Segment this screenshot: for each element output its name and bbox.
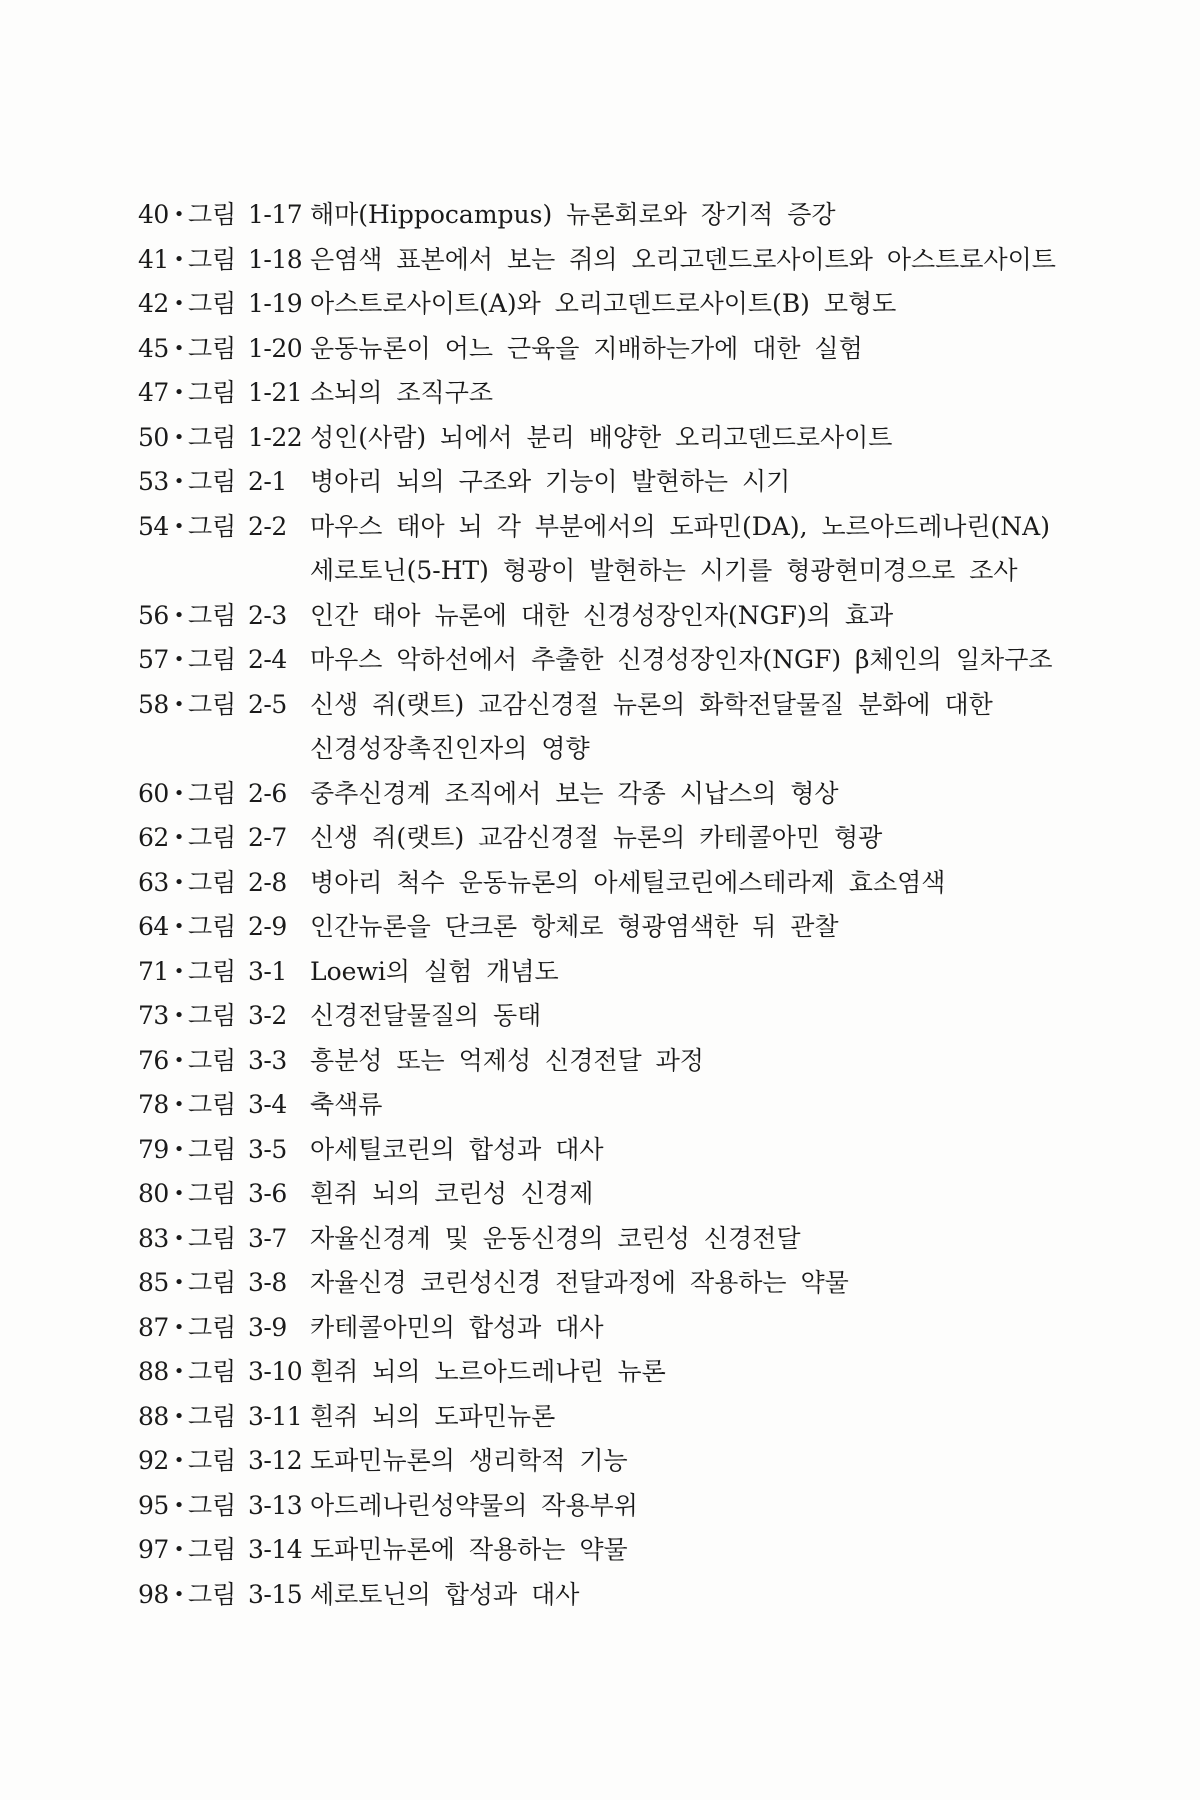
figure-label: 그림 xyxy=(188,1134,237,1164)
figure-page-number: 79 xyxy=(138,1134,169,1164)
figure-label: 그림 xyxy=(188,1179,237,1208)
figure-title xyxy=(310,327,1148,372)
figure-title-text: 성인(사람) 뇌에서 분리 배양한 오리고덴드로사이트 xyxy=(310,422,893,452)
bullet-dot: • xyxy=(173,471,185,492)
bullet-dot: • xyxy=(173,382,185,403)
figure-number: 3-8 xyxy=(248,1268,287,1297)
figure-title xyxy=(310,1128,1148,1173)
figure-number: 1-21 xyxy=(248,378,303,407)
figure-entry xyxy=(138,994,1148,1039)
figure-page-number: 92 xyxy=(138,1446,169,1475)
figure-title xyxy=(310,994,1148,1039)
bullet-dot: • xyxy=(173,782,185,804)
figure-label: 그림 xyxy=(188,244,237,274)
bullet-dot: • xyxy=(173,1450,185,1471)
bullet-dot: • xyxy=(173,515,185,537)
figure-list xyxy=(138,193,1148,1617)
figure-number: 3-15 xyxy=(248,1579,303,1609)
figure-number: 3-2 xyxy=(248,1001,287,1030)
figure-number: 1-22 xyxy=(248,422,303,452)
figure-title-text: 카테콜아민의 합성과 대사 xyxy=(310,1312,604,1342)
figure-page-number: 45 xyxy=(138,333,169,363)
figure-title xyxy=(310,238,1148,283)
figure-entry xyxy=(138,950,1148,995)
figure-page-number: 40 xyxy=(138,200,169,229)
figure-title xyxy=(310,772,1148,817)
figure-page-number: 63 xyxy=(138,867,169,897)
figure-number: 3-5 xyxy=(248,1134,287,1164)
figure-entry xyxy=(138,905,1148,950)
figure-title-text: 아드레나린성약물의 작용부위 xyxy=(310,1490,638,1520)
figure-title-continuation: 세로토닌(5-HT) 형광이 발현하는 시기를 형광현미경으로 조사 xyxy=(310,556,1018,585)
figure-entry xyxy=(138,1439,1148,1484)
figure-title-text: 병아리 척수 운동뉴론의 아세틸코린에스테라제 효소염색 xyxy=(310,867,946,897)
figure-entry xyxy=(138,371,1148,416)
figure-title xyxy=(310,505,1148,594)
figure-label: 그림 xyxy=(188,1401,237,1431)
bullet-dot: • xyxy=(173,827,185,848)
figure-number: 2-1 xyxy=(248,467,287,496)
figure-label: 그림 xyxy=(188,200,237,229)
figure-label: 그림 xyxy=(188,1312,237,1342)
bullet-dot: • xyxy=(173,1094,185,1115)
figure-number: 2-8 xyxy=(248,867,287,897)
figure-number: 3-14 xyxy=(248,1535,303,1564)
bullet-dot: • xyxy=(173,1049,185,1071)
figure-entry xyxy=(138,282,1148,327)
figure-number: 2-5 xyxy=(248,689,287,719)
figure-title-text: 인간 태아 뉴론에 대한 신경성장인자(NGF)의 효과 xyxy=(310,600,894,630)
figure-label: 그림 xyxy=(188,1223,237,1253)
figure-title xyxy=(310,594,1148,639)
figure-label: 그림 xyxy=(188,1090,237,1119)
figure-label: 그림 xyxy=(188,511,237,541)
figure-number: 3-3 xyxy=(248,1045,287,1075)
figure-title xyxy=(310,371,1148,416)
figure-label: 그림 xyxy=(188,289,237,318)
figure-page-number: 56 xyxy=(138,600,169,630)
figure-entry xyxy=(138,1039,1148,1084)
figure-entry xyxy=(138,1217,1148,1262)
figure-title-text: 병아리 뇌의 구조와 기능이 발현하는 시기 xyxy=(310,467,791,496)
figure-entry xyxy=(138,1172,1148,1217)
figure-label: 그림 xyxy=(188,778,237,808)
bullet-dot: • xyxy=(173,337,185,359)
figure-title-text: Loewi의 실험 개념도 xyxy=(310,956,559,986)
figure-entry xyxy=(138,238,1148,283)
figure-title-text: 소뇌의 조직구조 xyxy=(310,378,493,407)
figure-number: 2-2 xyxy=(248,511,287,541)
figure-number: 3-4 xyxy=(248,1090,287,1119)
bullet-dot: • xyxy=(173,604,185,626)
figure-label: 그림 xyxy=(188,956,237,986)
figure-title xyxy=(310,1039,1148,1084)
figure-number: 2-4 xyxy=(248,645,287,674)
figure-number: 1-19 xyxy=(248,289,303,318)
figure-title xyxy=(310,950,1148,995)
bullet-dot: • xyxy=(173,916,185,937)
bullet-dot: • xyxy=(173,871,185,893)
figure-title xyxy=(310,861,1148,906)
figure-title-text: 아스트로사이트(A)와 오리고덴드로사이트(B) 모형도 xyxy=(310,289,897,318)
figure-entry xyxy=(138,861,1148,906)
figure-label: 그림 xyxy=(188,823,237,852)
figure-page-number: 80 xyxy=(138,1179,169,1208)
figure-title xyxy=(310,1350,1148,1395)
figure-title-text: 세로토닌의 합성과 대사 xyxy=(310,1579,580,1609)
figure-title xyxy=(310,1083,1148,1128)
figure-page-number: 53 xyxy=(138,467,169,496)
figure-entry xyxy=(138,1573,1148,1618)
figure-label: 그림 xyxy=(188,867,237,897)
bullet-dot: • xyxy=(173,1005,185,1026)
figure-entry xyxy=(138,816,1148,861)
figure-title xyxy=(310,1172,1148,1217)
figure-entry xyxy=(138,460,1148,505)
figure-label: 그림 xyxy=(188,422,237,452)
figure-entry xyxy=(138,1261,1148,1306)
figure-label: 그림 xyxy=(188,1490,237,1520)
figure-number: 1-18 xyxy=(248,244,303,274)
figure-number: 3-11 xyxy=(248,1401,303,1431)
figure-entry xyxy=(138,1484,1148,1529)
figure-page-number: 60 xyxy=(138,778,169,808)
figure-label: 그림 xyxy=(188,1268,237,1297)
figure-number: 3-10 xyxy=(248,1357,303,1386)
figure-title-text: 흰쥐 뇌의 도파민뉴론 xyxy=(310,1401,556,1431)
figure-number: 3-1 xyxy=(248,956,287,986)
figure-label: 그림 xyxy=(188,1446,237,1475)
figure-entry xyxy=(138,772,1148,817)
figure-title-text: 흰쥐 뇌의 코린성 신경제 xyxy=(310,1179,594,1208)
figure-title-text: 중추신경계 조직에서 보는 각종 시납스의 형상 xyxy=(310,778,839,808)
figure-title-text: 신생 쥐(랫트) 교감신경절 뉴론의 화학전달물질 분화에 대한 xyxy=(310,689,993,719)
figure-page-number: 85 xyxy=(138,1268,169,1297)
figure-title xyxy=(310,1395,1148,1440)
figure-entry xyxy=(138,1128,1148,1173)
figure-title xyxy=(310,1306,1148,1351)
figure-page-number: 95 xyxy=(138,1490,169,1520)
figure-entry xyxy=(138,327,1148,372)
figure-number: 2-3 xyxy=(248,600,287,630)
figure-entry xyxy=(138,416,1148,461)
figure-label: 그림 xyxy=(188,1001,237,1030)
figure-number: 3-13 xyxy=(248,1490,303,1520)
bullet-dot: • xyxy=(173,693,185,715)
figure-title xyxy=(310,816,1148,861)
figure-title xyxy=(310,460,1148,505)
figure-number: 3-12 xyxy=(248,1446,303,1475)
figure-number: 3-9 xyxy=(248,1312,287,1342)
figure-number: 2-7 xyxy=(248,823,287,852)
figure-number: 3-7 xyxy=(248,1223,287,1253)
figure-page-number: 87 xyxy=(138,1312,169,1342)
figure-page-number: 42 xyxy=(138,289,169,318)
figure-title xyxy=(310,416,1148,461)
figure-title-text: 인간뉴론을 단크론 항체로 형광염색한 뒤 관찰 xyxy=(310,912,839,941)
figure-entry xyxy=(138,1306,1148,1351)
figure-title xyxy=(310,1573,1148,1618)
figure-page-number: 76 xyxy=(138,1045,169,1075)
bullet-dot: • xyxy=(173,1316,185,1338)
bullet-dot: • xyxy=(173,426,185,448)
figure-page-number: 88 xyxy=(138,1357,169,1386)
figure-title xyxy=(310,638,1148,683)
figure-title-text: 축색류 xyxy=(310,1090,383,1119)
figure-number: 2-9 xyxy=(248,912,287,941)
bullet-dot: • xyxy=(173,649,185,670)
bullet-dot: • xyxy=(173,1405,185,1427)
figure-page-number: 41 xyxy=(138,244,169,274)
figure-title-text: 마우스 태아 뇌 각 부분에서의 도파민(DA), 노르아드레나린(NA) xyxy=(310,511,1050,541)
figure-page-number: 98 xyxy=(138,1579,169,1609)
figure-label: 그림 xyxy=(188,333,237,363)
figure-title-text: 도파민뉴론에 작용하는 약물 xyxy=(310,1535,628,1564)
figure-entry xyxy=(138,1528,1148,1573)
figure-title-text: 해마(Hippocampus) 뉴론회로와 장기적 증강 xyxy=(310,200,836,229)
figure-label: 그림 xyxy=(188,645,237,674)
bullet-dot: • xyxy=(173,1361,185,1382)
figure-label: 그림 xyxy=(188,1045,237,1075)
figure-title-text: 흰쥐 뇌의 노르아드레나린 뉴론 xyxy=(310,1357,666,1386)
bullet-dot: • xyxy=(173,1539,185,1560)
figure-page-number: 88 xyxy=(138,1401,169,1431)
bullet-dot: • xyxy=(173,1138,185,1160)
figure-label: 그림 xyxy=(188,378,237,407)
figure-title-text: 신생 쥐(랫트) 교감신경절 뉴론의 카테콜아민 형광 xyxy=(310,823,883,852)
figure-title-text: 도파민뉴론의 생리학적 기능 xyxy=(310,1446,628,1475)
figure-label: 그림 xyxy=(188,467,237,496)
figure-page-number: 47 xyxy=(138,378,169,407)
figure-title-text: 은염색 표본에서 보는 쥐의 오리고덴드로사이트와 아스트로사이트 xyxy=(310,244,1056,274)
figure-page-number: 78 xyxy=(138,1090,169,1119)
figure-title-continuation: 신경성장촉진인자의 영향 xyxy=(310,734,590,763)
figure-entry xyxy=(138,193,1148,238)
figure-page-number: 64 xyxy=(138,912,169,941)
figure-title-text: 마우스 악하선에서 추출한 신경성장인자(NGF) β체인의 일차구조 xyxy=(310,645,1053,674)
figure-title xyxy=(310,1217,1148,1262)
figure-entry xyxy=(138,1395,1148,1440)
figure-title-text: 자율신경계 및 운동신경의 코린성 신경전달 xyxy=(310,1223,801,1253)
figure-title-text: 흥분성 또는 억제성 신경전달 과정 xyxy=(310,1045,704,1075)
figure-page-number: 54 xyxy=(138,511,169,541)
figure-title-text: 자율신경 코린성신경 전달과정에 작용하는 약물 xyxy=(310,1268,849,1297)
figure-title xyxy=(310,1528,1148,1573)
bullet-dot: • xyxy=(173,960,185,982)
bullet-dot: • xyxy=(173,204,185,225)
bullet-dot: • xyxy=(173,293,185,314)
bullet-dot: • xyxy=(173,248,185,270)
figure-title-text: 아세틸코린의 합성과 대사 xyxy=(310,1134,604,1164)
figure-title xyxy=(310,1261,1148,1306)
figure-page-number: 57 xyxy=(138,645,169,674)
figure-entry xyxy=(138,505,1148,594)
figure-number: 2-6 xyxy=(248,778,287,808)
bullet-dot: • xyxy=(173,1227,185,1249)
figure-page-number: 62 xyxy=(138,823,169,852)
bullet-dot: • xyxy=(173,1272,185,1293)
bullet-dot: • xyxy=(173,1183,185,1204)
figure-label: 그림 xyxy=(188,1357,237,1386)
figure-label: 그림 xyxy=(188,1535,237,1564)
figure-number: 1-17 xyxy=(248,200,303,229)
figure-page-number: 83 xyxy=(138,1223,169,1253)
figure-number: 3-6 xyxy=(248,1179,287,1208)
bullet-dot: • xyxy=(173,1494,185,1516)
figure-title xyxy=(310,1439,1148,1484)
figure-page-number: 50 xyxy=(138,422,169,452)
figure-entry xyxy=(138,638,1148,683)
figure-label: 그림 xyxy=(188,912,237,941)
figure-label: 그림 xyxy=(188,689,237,719)
figure-page-number: 58 xyxy=(138,689,169,719)
figure-title xyxy=(310,905,1148,950)
figure-title-text: 운동뉴론이 어느 근육을 지배하는가에 대한 실험 xyxy=(310,333,863,363)
figure-title xyxy=(310,193,1148,238)
bullet-dot: • xyxy=(173,1583,185,1605)
figure-title xyxy=(310,282,1148,327)
figure-entry xyxy=(138,1083,1148,1128)
figure-entry xyxy=(138,594,1148,639)
figure-page-number: 71 xyxy=(138,956,169,986)
figure-title xyxy=(310,1484,1148,1529)
figure-number: 1-20 xyxy=(248,333,303,363)
figure-page-number: 73 xyxy=(138,1001,169,1030)
figure-entry xyxy=(138,1350,1148,1395)
figure-label: 그림 xyxy=(188,1579,237,1609)
figure-label: 그림 xyxy=(188,600,237,630)
figure-title-text: 신경전달물질의 동태 xyxy=(310,1001,542,1030)
figure-entry xyxy=(138,683,1148,772)
figure-title xyxy=(310,683,1148,772)
figure-page-number: 97 xyxy=(138,1535,169,1564)
